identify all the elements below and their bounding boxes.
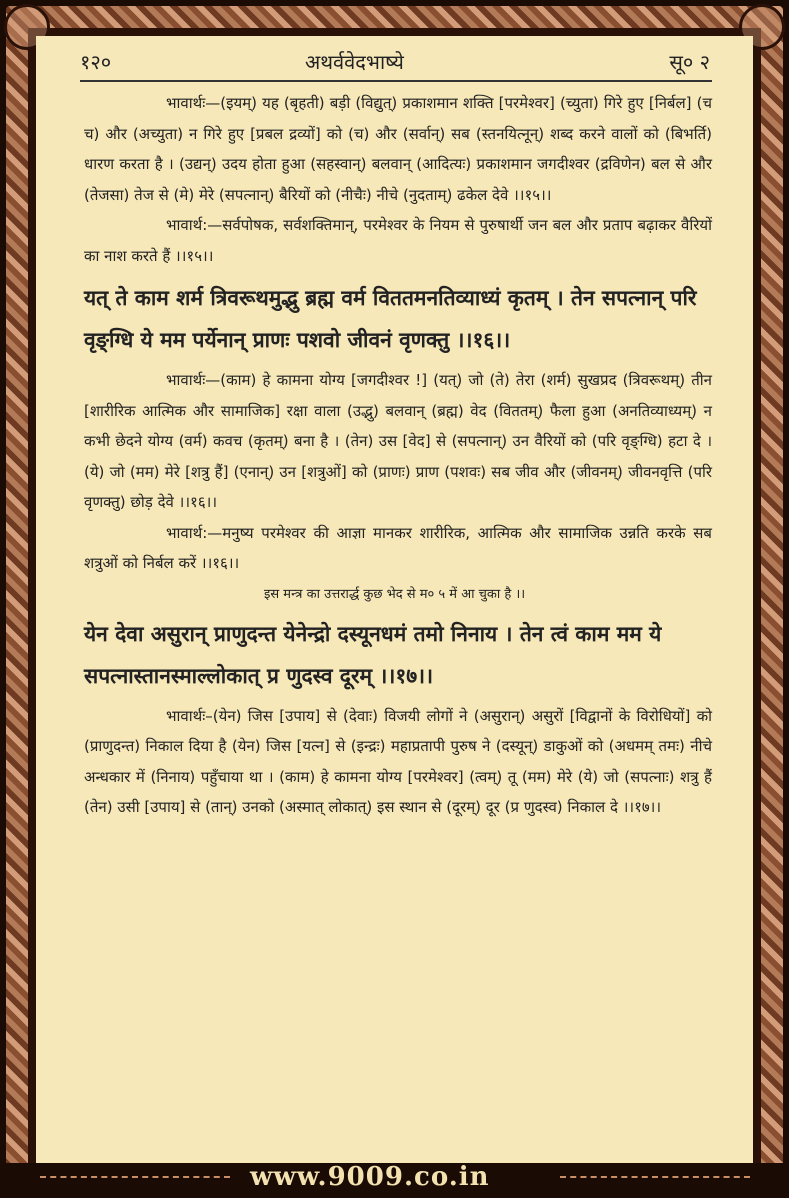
mantra-verse: येन देवा असुरान् प्राणुदन्त येनेन्द्रो दस्यूनधमं तमो निनाय । तेन त्वं काम मम ये सपत्नास्तानस्माल्लोकात् प्र णुदस्व दूरम् ।।१७।।	[84, 621, 662, 688]
footer-ornament-left	[40, 1176, 230, 1188]
sukta-label: सू० २	[669, 50, 710, 74]
commentary-paragraph: भावार्थ:—मनुष्य परमेश्वर की आज्ञा मानकर शारीरिक, आत्मिक और सामाजिक उन्नति करके सब शत्रुओं को निर्बल करें ।।१६।।	[84, 523, 712, 572]
commentary-paragraph: भावार्थः—(इयम्) यह (बृहती) बड़ी (विद्युत्) प्रकाशमान शक्ति [परमेश्वर] (च्युता) गिरे हुए [निर्बल] (च च) और (अच्युता) न गिरे हुए [प्रबल द्रव्यों] को (च) और (सर्वान्) सब (स्तनयित्नून्) शब्द करने वालों को (बिभर्ति) धारण करता है । (उद्यन्) उदय होता हुआ (सहस्वान्) बलवान् (आदित्यः) प्रकाशमान जगदीश्वर (द्रविणेन) बल से और (तेजसा) तेज से (मे) मेरे (सपत्नान्) बैरियों को (नीचैः) नीचे (नुदताम्) ढकेल देवे ।।१५।।	[84, 94, 712, 204]
commentary-paragraph: भावार्थ:—सर्वपोषक, सर्वशक्तिमान्, परमेश्वर के नियम से पुरुषार्थी जन बल और प्रताप बढ़ाकर वैरियों का नाश करते हैं ।।१५।।	[84, 216, 712, 265]
mantra-verse: यत् ते काम शर्म त्रिवरूथमुद्भु ब्रह्म वर्म विततमनतिव्याध्यं कृतम् । तेन सपत्नान् परि वृङ्ग्धि ये मम पर्येनान् प्राणः पशवो जीवनं वृणक्तु ।।१६।।	[84, 286, 697, 352]
page-number: १२०	[80, 50, 112, 74]
book-title: अथर्ववेदभाष्ये	[305, 50, 404, 74]
commentary-paragraph: भावार्थः—(काम) हे कामना योग्य [जगदीश्वर !] (यत्) जो (ते) तेरा (शर्म) सुखप्रद (त्रिवरूथम्) तीन [शारीरिक आत्मिक और सामाजिक] रक्षा वाला (उद्भु) बलवान् (ब्रह्म) वेद (विततम्) फैला हुआ (अनतिव्याध्यम्) न कभी छेदने योग्य (वर्म) कवच (कृतम्) बना है । (तेन) उस [वेद] से (सपत्नान्) उन वैरियों को (परि वृङ्ग्धि) हटा दे । (ये) जो (मम) मेरे [शत्रु हैं] (एनान्) उन [शत्रुओं] को (प्राणः) प्राण (पशवः) सब जीव और (जीवनम्) जीवनवृत्ति (परि वृणक्तु) छोड़ देवे ।।१६।।	[84, 371, 712, 511]
footer-ornament-right	[560, 1176, 750, 1188]
page-header	[80, 46, 710, 78]
editor-note: इस मन्त्र का उत्तरार्द्ध कुछ भेद से म० ५ में आ चुका है ।।	[264, 586, 526, 602]
website-watermark: www.9009.co.in	[250, 1162, 490, 1192]
book-page	[36, 36, 753, 1163]
header-rule	[80, 80, 712, 82]
commentary-paragraph: भावार्थः–(येन) जिस [उपाय] से (देवाः) विजयी लोगों ने (असुरान्) असुरों [विद्वानों के विरोधियों] को (प्राणुदन्त) निकाल दिया है (येन) जिस [यत्न] से (इन्द्रः) महाप्रतापी पुरुष ने (दस्यून्) डाकुओं को (अधमम् तमः) नीचे अन्धकार में (निनाय) पहुँचाया था । (काम) हे कामना योग्य [परमेश्वर] (त्वम्) तू (मम) मेरे (ये) जो (सपत्नाः) शत्रु हैं (तेन) उसी [उपाय] से (तान्) उनको (अस्मात् लोकात्) इस स्थान से (दूरम्) दूर (प्र णुदस्व) निकाल दे ।।१७।।	[84, 706, 712, 816]
page-content	[84, 88, 712, 823]
